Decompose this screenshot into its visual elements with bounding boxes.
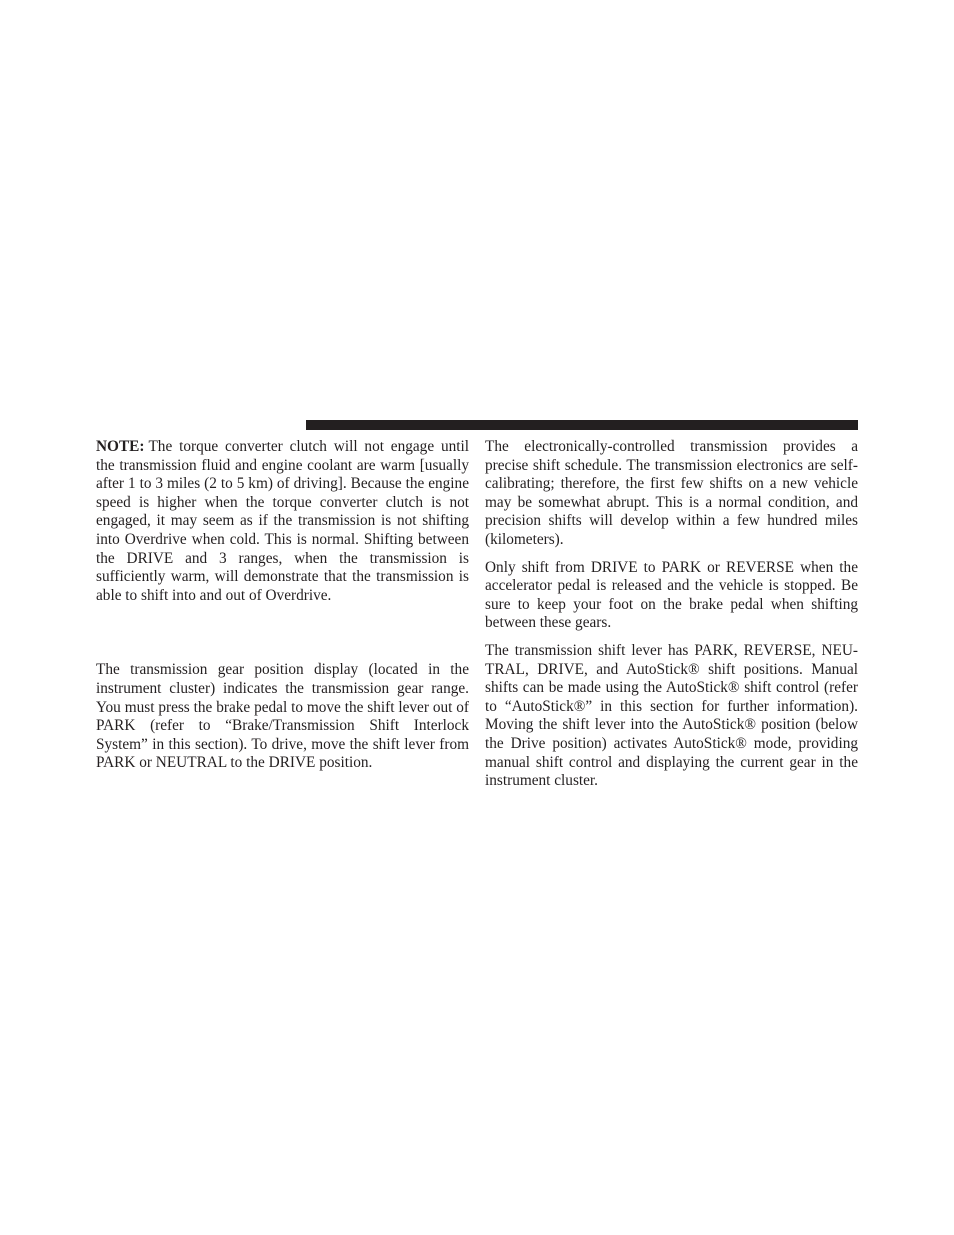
- note-paragraph: [96, 438, 469, 605]
- shift-lever-paragraph: The transmission shift lever has PARK, REVERSE, NEUTRAL, DRIVE, and AutoStick® shift positions. Manual shifts can be made using the AutoStick® shift control (refer to “AutoStick®” in this section for further information). Moving the shift lever into the AutoStick® position (below the Drive position) activates AutoStick® mode, providing manual shift control and displaying the current gear in the instrument cluster.: [485, 641, 858, 790]
- park-reverse-paragraph: Only shift from DRIVE to PARK or REVERSE when the accelerator pedal is released and the vehicle is stopped. Be sure to keep your foot on the brake pedal when shifting between these gears.: [485, 558, 858, 632]
- electronic-transmission-paragraph: The electronically-controlled transmission provides a precise shift schedule. The transmission electronics are self-calibrating; therefore, the first few shifts on a new vehicle may be somewhat abrupt. This is a normal condition, and precision shifts will develop within a few hundred miles (kilometers).: [485, 438, 858, 548]
- header-rule: [306, 420, 858, 430]
- right-column: [485, 438, 858, 791]
- left-column: [96, 438, 469, 773]
- note-text: The torque converter clutch will not engage until the transmission fluid and engine coolant are warm [usually after 1 to 3 miles (2 to 5 km) of driving]. Because the engine speed is higher when the torque converter clutch is not engaged, it may seem as if the transmission is not shifting into Overdrive when cold. This is normal. Shifting between the DRIVE and 3 ranges, when the transmission is sufficiently warm, will demonstrate that the transmission is able to shift into and out of Overdrive.: [96, 438, 469, 604]
- note-label: NOTE:: [96, 438, 145, 455]
- section-gap: [96, 605, 469, 661]
- gear-display-paragraph: The transmission gear position display (located in the instrument cluster) indicates the transmission gear range. You must press the brake pedal to move the shift lever out of PARK (refer to “Brake/Transmission Shift Interlock System” in this section). To drive, move the shift lever from PARK or NEUTRAL to the DRIVE position.: [96, 661, 469, 772]
